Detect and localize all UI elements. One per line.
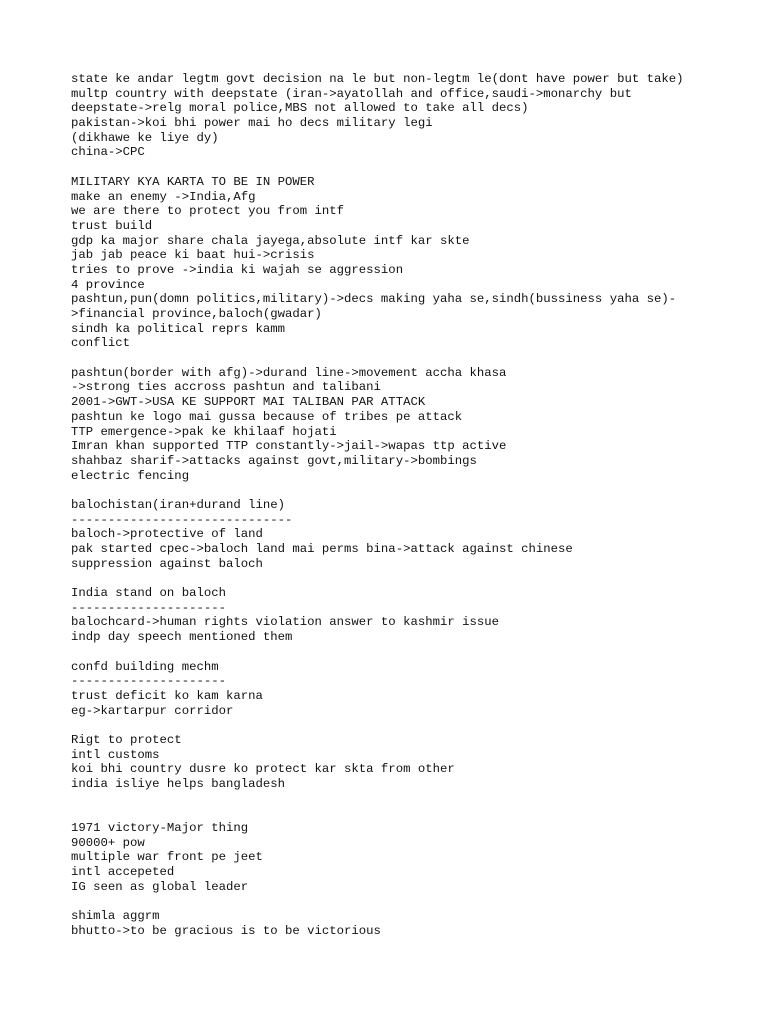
text-line: sindh ka political reprs kamm: [71, 321, 286, 336]
blank-line: [71, 351, 751, 366]
text-line: ->strong ties accross pashtun and talibani: [71, 380, 381, 395]
text-line: trust deficit ko kam karna: [71, 688, 263, 703]
text-line: >financial province,baloch(gwadar): [71, 307, 322, 321]
text-line: Imran khan supported TTP constantly->jail->wapas ttp active: [71, 439, 507, 454]
text-line: electric fencing: [71, 468, 190, 483]
text-line: shimla aggrm: [71, 909, 160, 924]
text-line: multiple war front pe jeet: [71, 850, 263, 865]
text-line: indp day speech mentioned them: [71, 630, 293, 645]
document-body: [71, 72, 751, 939]
blank-line: [71, 895, 751, 910]
text-line: eg->kartarpur corridor: [71, 703, 234, 718]
text-line: confd building mechm: [71, 659, 219, 674]
text-line: deepstate->relg moral police,MBS not allowed to take all decs): [71, 101, 529, 116]
blank-line: [71, 806, 751, 821]
text-line: TTP emergence->pak ke khilaaf hojati: [71, 424, 337, 439]
text-line: 4 province: [71, 277, 145, 292]
text-line: suppression against baloch: [71, 556, 263, 571]
text-line: pashtun ke logo mai gussa because of tribes pe attack: [71, 409, 463, 424]
blank-line: [71, 483, 751, 498]
text-line: china->CPC: [71, 145, 145, 160]
text-line: IG seen as global leader: [71, 879, 249, 894]
text-line: India stand on baloch: [71, 586, 226, 601]
text-line: shahbaz sharif->attacks against govt,military->bombings: [71, 453, 477, 468]
text-line: jab jab peace ki baat hui->crisis: [71, 248, 315, 263]
text-line: gdp ka major share chala jayega,absolute intf kar skte: [71, 233, 470, 248]
text-line: state ke andar legtm govt decision na le but non-legtm le(dont have power but take): [71, 72, 684, 86]
text-line: ---------------------: [71, 674, 226, 689]
text-line: (dikhawe ke liye dy): [71, 130, 219, 145]
text-line: Rigt to protect: [71, 732, 182, 747]
text-line: intl accepeted: [71, 865, 175, 880]
text-line: multp country with deepstate (iran->ayatollah and office,saudi->monarchy but: [71, 86, 632, 101]
text-line: balochcard->human rights violation answer to kashmir issue: [71, 615, 500, 630]
text-line: make an enemy ->India,Afg: [71, 189, 256, 204]
text-line: we are there to protect you from intf: [71, 204, 345, 219]
text-line: koi bhi country dusre ko protect kar skta from other: [71, 762, 455, 777]
blank-line: [71, 160, 751, 175]
text-line: pakistan->koi bhi power mai ho decs military legi: [71, 116, 433, 131]
text-line: trust build: [71, 218, 153, 233]
text-line: pashtun,pun(domn politics,military)->decs making yaha se,sindh(bussiness yaha se)-: [71, 292, 677, 307]
text-line: india isliye helps bangladesh: [71, 777, 286, 791]
blank-line: [71, 718, 751, 733]
text-line: ------------------------------: [71, 512, 293, 527]
blank-line: [71, 571, 751, 586]
text-line: 2001->GWT->USA KE SUPPORT MAI TALIBAN PAR ATTACK: [71, 395, 426, 410]
text-line: balochistan(iran+durand line): [71, 497, 286, 512]
text-line: tries to prove ->india ki wajah se aggression: [71, 262, 404, 277]
text-line: pashtun(border with afg)->durand line->movement accha khasa: [71, 365, 507, 380]
blank-line: [71, 792, 751, 807]
text-line: baloch->protective of land: [71, 527, 263, 542]
text-line: MILITARY KYA KARTA TO BE IN POWER: [71, 174, 315, 189]
text-line: 90000+ pow: [71, 835, 145, 850]
text-line: pak started cpec->baloch land mai perms bina->attack against chinese: [71, 542, 573, 556]
text-line: 1971 victory-Major thing: [71, 821, 249, 836]
blank-line: [71, 645, 751, 660]
text-line: bhutto->to be gracious is to be victorious: [71, 923, 381, 938]
text-line: ---------------------: [71, 600, 226, 615]
text-line: intl customs: [71, 747, 160, 762]
text-line: conflict: [71, 336, 131, 351]
